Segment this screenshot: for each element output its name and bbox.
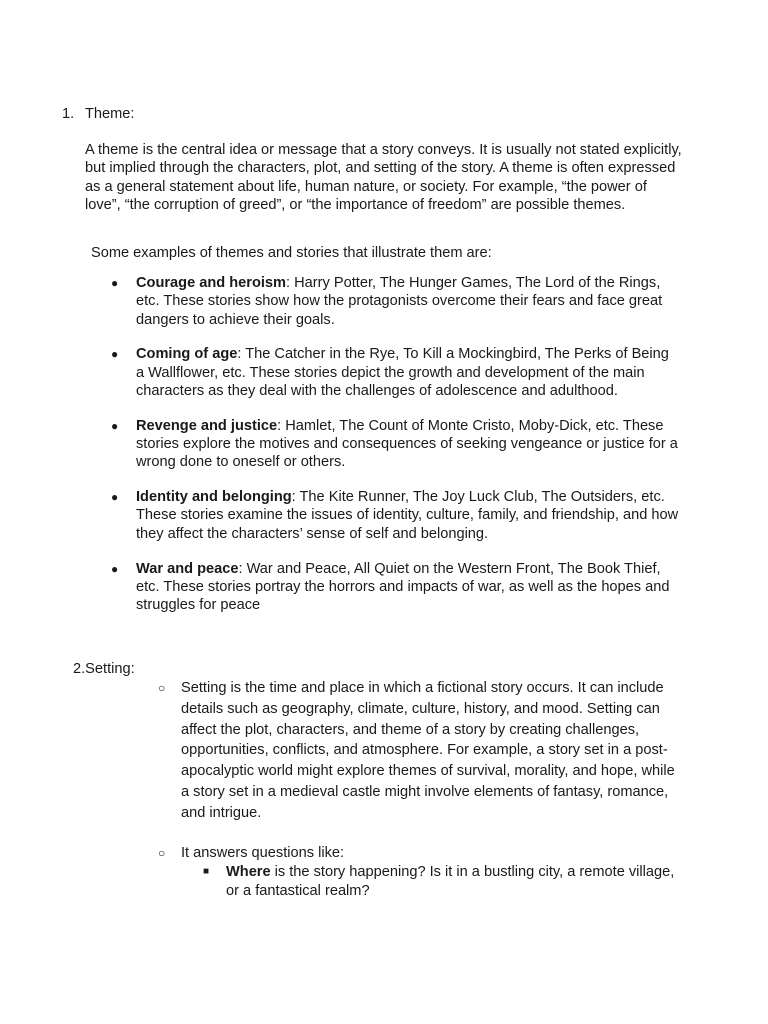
circle-bullet-icon: ○ bbox=[158, 681, 166, 695]
question-term: Where bbox=[226, 864, 271, 881]
example-term: Coming of age bbox=[136, 346, 238, 363]
example-text: : The Kite Runner, The Joy Luck Club, The Outsiders, etc. These stories examine the issues of identity, culture, family, and friendship, and how they affect the characters’ sense of self and belonging. bbox=[136, 489, 679, 542]
list-item bbox=[111, 560, 681, 615]
circle-bullet-icon: ○ bbox=[158, 845, 166, 860]
section-1-heading bbox=[62, 105, 134, 123]
questions-list bbox=[181, 863, 676, 900]
square-bullet-icon: ■ bbox=[203, 866, 210, 878]
example-text: : War and Peace, All Quiet on the Western Front, The Book Thief, etc. These stories portray the horrors and impacts of war, as well as the hopes and struggles for peace bbox=[136, 560, 670, 614]
bullet-icon: ● bbox=[111, 347, 119, 362]
setting-list bbox=[158, 678, 676, 919]
section-1-title: Theme: bbox=[85, 106, 135, 122]
bullet-icon: ● bbox=[111, 561, 119, 576]
theme-definition: A theme is the central idea or message that a story conveys. It is usually not stated explicitly, but implied through the characters, plot, and setting of the story. A theme is often expressed as a general statement about life, human nature, or society. For example, “the power of love”, “the corruption of greed”, or “the importance of freedom” are possible themes. bbox=[85, 142, 682, 213]
setting-definition: Setting is the time and place in which a fictional story occurs. It can include details such as geography, climate, culture, history, and mood. Setting can affect the plot, characters, and theme of a story by creating challenges, opportunities, conflicts, and atmosphere. For example, a story set in a post-apocalyptic world might explore themes of survival, morality, and hope, while a story set in a medieval castle might involve elements of fantasy, romance, and intrigue. bbox=[181, 680, 675, 821]
example-text: : The Catcher in the Rye, To Kill a Mockingbird, The Perks of Being a Wallflower, etc. These stories depict the growth and development of the main characters as they deal with the challenges of adolescence and adulthood. bbox=[136, 346, 669, 399]
example-text: : Hamlet, The Count of Monte Cristo, Moby-Dick, etc. These stories explore the motives and consequences of seeking vengeance or justice for a wrong done to oneself or others. bbox=[136, 417, 678, 471]
bullet-icon: ● bbox=[111, 276, 119, 290]
list-item bbox=[158, 843, 676, 900]
example-term: Identity and belonging bbox=[136, 489, 292, 506]
example-text: : Harry Potter, The Hunger Games, The Lord of the Rings, etc. These stories show how the protagonists overcome their fears and face great dangers to achieve their goals. bbox=[136, 275, 663, 328]
list-item bbox=[111, 488, 681, 543]
list-item bbox=[111, 345, 681, 400]
bullet-icon: ● bbox=[111, 418, 119, 433]
example-term: Courage and heroism bbox=[136, 275, 287, 291]
example-term: Revenge and justice bbox=[136, 417, 278, 434]
question-text: is the story happening? Is it in a bustling city, a remote village, or a fantastical realm? bbox=[226, 864, 675, 899]
list-item bbox=[111, 417, 681, 472]
example-term: War and peace bbox=[136, 560, 239, 577]
section-1-number: 1. bbox=[62, 106, 75, 122]
theme-examples-intro: Some examples of themes and stories that illustrate them are: bbox=[91, 245, 492, 261]
list-item bbox=[158, 678, 676, 824]
section-2-heading: 2.Setting: bbox=[73, 661, 135, 677]
questions-intro: It answers questions like: bbox=[181, 844, 345, 861]
list-item bbox=[111, 274, 681, 329]
theme-examples-list bbox=[111, 274, 681, 631]
list-item bbox=[203, 863, 676, 900]
bullet-icon: ● bbox=[111, 490, 119, 505]
